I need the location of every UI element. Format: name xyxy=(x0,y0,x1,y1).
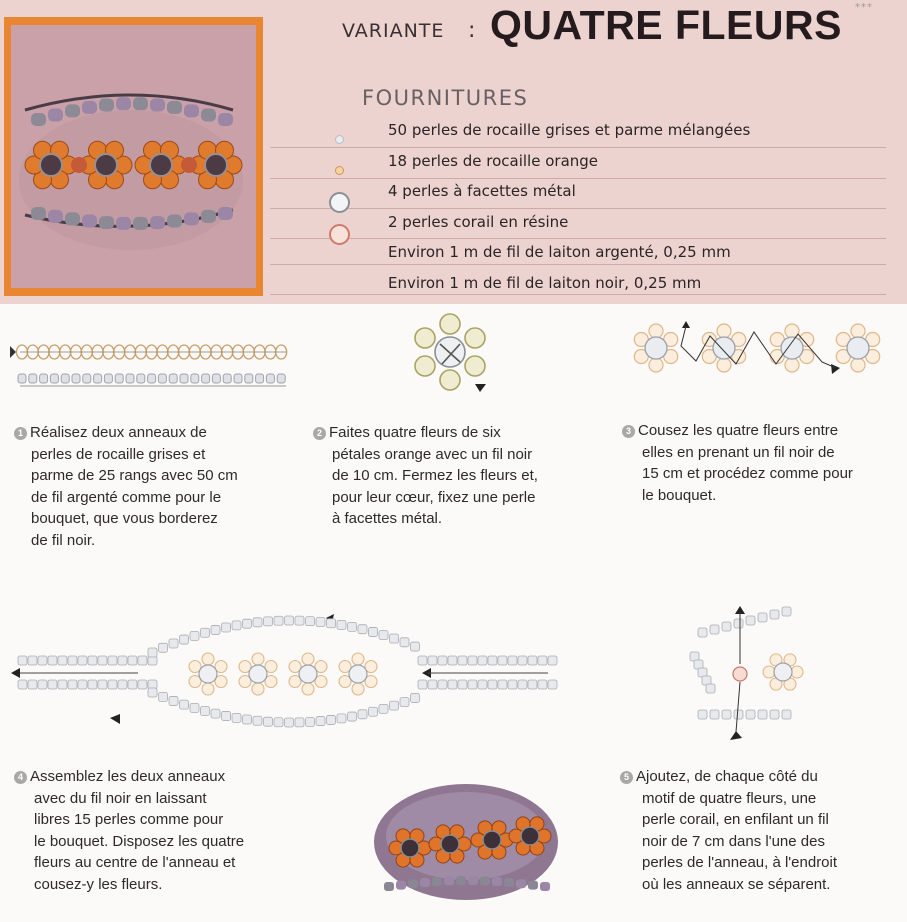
text-line: Faites quatre fleurs de six xyxy=(329,424,501,441)
facet-bead-icon xyxy=(329,192,350,213)
supply-item: 50 perles de rocaille grises et parme mélangées xyxy=(388,121,751,139)
text-line: noir de 7 cm dans l'une des xyxy=(642,832,825,850)
step3-instructions xyxy=(622,420,904,506)
text-line: fleurs au centre de l'anneau et xyxy=(34,854,236,871)
supply-divider xyxy=(270,208,886,209)
text-line: de fil argenté comme pour le xyxy=(31,488,222,506)
step1-instructions xyxy=(14,422,284,551)
supply-divider xyxy=(270,178,886,179)
text-line: où les anneaux se séparent. xyxy=(642,875,831,893)
step-number-badge: 3 xyxy=(622,425,635,438)
supply-item: 4 perles à facettes métal xyxy=(388,182,576,200)
supplies-heading: FOURNITURES xyxy=(362,86,529,110)
supply-divider xyxy=(270,147,886,148)
supply-item: 2 perles corail en résine xyxy=(388,213,569,231)
supply-item: 18 perles de rocaille orange xyxy=(388,152,599,170)
step5-instructions xyxy=(620,766,904,895)
text-line: pour leur cœur, fixez une perle xyxy=(332,488,536,506)
text-line: le bouquet. Disposez les quatre xyxy=(34,832,245,850)
supply-divider xyxy=(270,264,886,265)
text-line: de 10 cm. Fermez les fleurs et, xyxy=(332,467,538,484)
text-line: Assemblez les deux anneaux xyxy=(30,768,226,785)
coral-bead-icon xyxy=(329,224,350,245)
text-line: perle corail, en enfilant un fil xyxy=(642,811,829,828)
text-line: cousez-y les fleurs. xyxy=(34,875,163,893)
step-number-badge: 2 xyxy=(313,427,326,440)
text-line: bouquet, que vous borderez xyxy=(31,510,218,527)
step2-instructions xyxy=(313,422,603,530)
finished-bracelet-photo xyxy=(370,770,562,908)
page-title: QUATRE FLEURS xyxy=(490,2,842,48)
text-line: avec du fil noir en laissant xyxy=(34,789,207,807)
bracelet-photo xyxy=(11,25,256,288)
title-colon: : xyxy=(468,18,476,43)
text-line: Réalisez deux anneaux de xyxy=(30,424,207,441)
step-number-badge: 4 xyxy=(14,771,27,784)
variante-label: VARIANTE xyxy=(342,20,445,42)
text-line: perles de l'anneau, à l'endroit xyxy=(642,854,838,871)
text-line: Cousez les quatre fleurs entre xyxy=(638,422,839,439)
text-line: à facettes métal. xyxy=(332,510,443,527)
text-line: libres 15 perles comme pour xyxy=(34,811,224,828)
difficulty-stars: *** xyxy=(855,2,873,13)
step5-coral-diagram xyxy=(686,602,810,746)
supply-item: Environ 1 m de fil de laiton argenté, 0,25 mm xyxy=(388,243,731,261)
small-grey-bead-icon xyxy=(335,135,344,144)
step-number-badge: 5 xyxy=(620,771,633,784)
text-line: parme de 25 rangs avec 50 cm xyxy=(31,467,238,484)
text-line: de fil noir. xyxy=(31,531,96,549)
text-line: motif de quatre fleurs, une xyxy=(642,789,817,807)
step-number-badge: 1 xyxy=(14,427,27,440)
supply-divider xyxy=(270,238,886,239)
text-line: Ajoutez, de chaque côté du xyxy=(636,768,818,785)
text-line: perles de rocaille grises et xyxy=(31,445,206,463)
header-band xyxy=(0,0,907,304)
step2-flower-diagram xyxy=(400,308,500,400)
step3-flowers-row-diagram xyxy=(626,316,890,382)
text-line: 15 cm et procédez comme pour xyxy=(642,465,853,482)
step1-diagram xyxy=(8,336,298,406)
step4-assembly-diagram xyxy=(8,606,564,734)
text-line: le bouquet. xyxy=(642,486,717,504)
step4-instructions xyxy=(14,766,304,895)
text-line: elles en prenant un fil noir de xyxy=(642,443,835,461)
small-orange-bead-icon xyxy=(335,166,344,175)
text-line: pétales orange avec un fil noir xyxy=(332,445,533,463)
photo-frame xyxy=(4,17,263,296)
supply-divider xyxy=(270,294,886,295)
supply-item: Environ 1 m de fil de laiton noir, 0,25 mm xyxy=(388,274,702,292)
